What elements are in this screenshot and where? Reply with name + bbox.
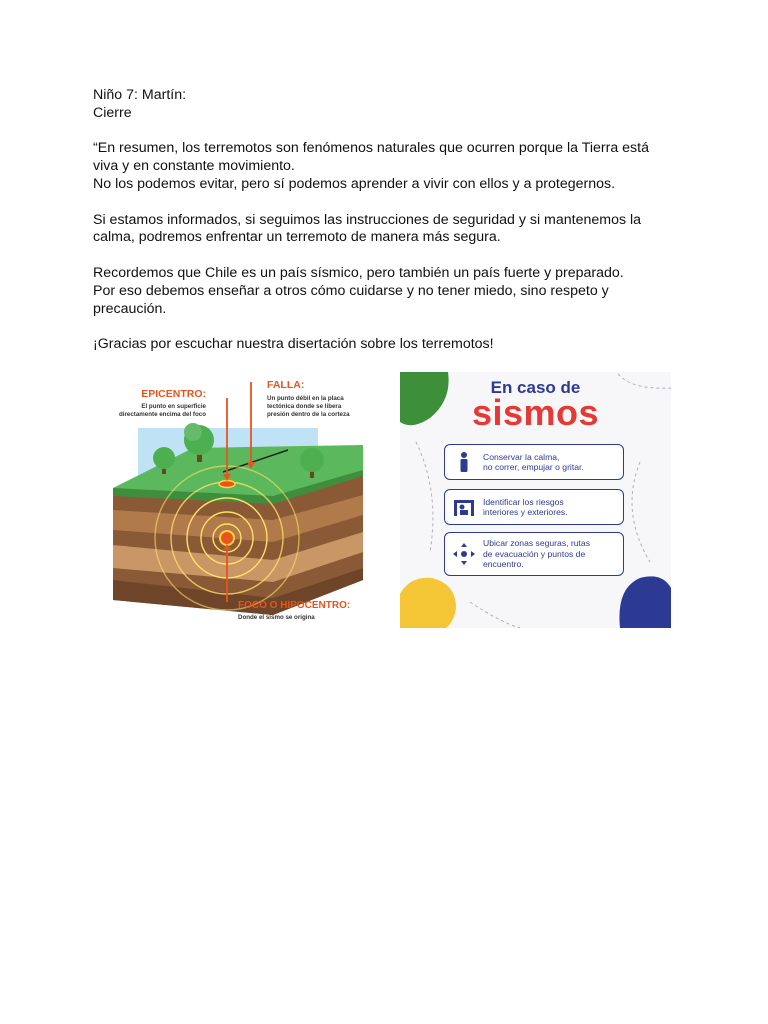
- foco-title: FOCO O HIPOCENTRO:: [238, 600, 351, 611]
- paragraph-3-line-3: precaución.: [93, 300, 167, 317]
- paragraph-3: [93, 265, 673, 318]
- meeting-point-icon: [451, 541, 477, 567]
- step-1-line-2: no correr, empujar o gritar.: [483, 462, 584, 472]
- step-3-line-1: Ubicar zonas seguras, rutas: [483, 538, 590, 549]
- speaker-line: Niño 7: Martín:: [93, 87, 187, 103]
- document-body: [93, 87, 673, 372]
- infographic-title-top: En caso de: [490, 378, 581, 397]
- paragraph-2-line-1: Si estamos informados, si seguimos las instrucciones de seguridad y si mantenemos la: [93, 211, 642, 228]
- paragraph-1: [93, 140, 673, 193]
- person-standing-icon: [451, 449, 477, 475]
- infographic-title-main: sismos: [471, 392, 600, 433]
- earthquake-diagram-figure: [93, 370, 376, 630]
- step-3-line-2: de evacuación y puntos de: [483, 548, 586, 559]
- paragraph-1-line-3: No los podemos evitar, pero sí podemos aprender a vivir con ellos y a protegernos.: [93, 175, 616, 192]
- epicentro-desc-2: directamente encima del foco: [119, 411, 206, 418]
- step-keep-calm: [444, 444, 624, 480]
- epicenter-marker: [219, 481, 235, 488]
- step-2-line-1: Identificar los riesgos: [483, 496, 564, 507]
- earthquake-diagram: [93, 370, 376, 630]
- epicentro-desc-1: El punto en superficie: [141, 403, 206, 410]
- speaker-heading: [93, 87, 673, 123]
- paragraph-1-line-1: “En resumen, los terremotos son fenómenos naturales que ocurren porque la Tierra está: [93, 140, 649, 157]
- falla-desc-3: presión dentro de la corteza: [267, 411, 350, 418]
- paragraph-4-line-1: ¡Gracias por escuchar nuestra disertación sobre los terremotos!: [93, 336, 494, 353]
- person-under-desk-icon: [451, 494, 477, 520]
- paragraph-3-line-1: Recordemos que Chile es un país sísmico, pero también un país fuerte y preparado.: [93, 264, 624, 281]
- step-identify-risks: [444, 489, 624, 525]
- yellow-blob: [400, 578, 456, 628]
- step-1-line-1: Conservar la calma,: [483, 451, 560, 462]
- falla-desc-1: Un punto débil en la placa: [267, 395, 344, 402]
- paragraph-2: [93, 212, 673, 248]
- paragraph-4: [93, 336, 673, 354]
- step-3-line-3: encuentro.: [483, 559, 524, 570]
- paragraph-1-line-2: viva y en constante movimiento.: [93, 158, 295, 175]
- step-safe-zones: [444, 532, 624, 576]
- blue-blob: [619, 576, 671, 628]
- hypocenter-marker: [220, 531, 234, 545]
- paragraph-2-line-2: calma, podremos enfrentar un terremoto de manera más segura.: [93, 229, 501, 246]
- paragraph-3-line-2: Por eso debemos enseñar a otros cómo cuidarse y no tener miedo, sino respeto y: [93, 282, 609, 299]
- sismos-infographic: [400, 372, 671, 628]
- section-line: Cierre: [93, 104, 132, 121]
- epicentro-title: EPICENTRO:: [141, 388, 206, 400]
- falla-desc-2: tectónica donde se libera: [267, 403, 342, 410]
- foco-desc: Donde el sismo se origina: [238, 614, 315, 621]
- step-2-line-2: interiores y exteriores.: [483, 507, 568, 517]
- falla-title: FALLA:: [267, 379, 305, 391]
